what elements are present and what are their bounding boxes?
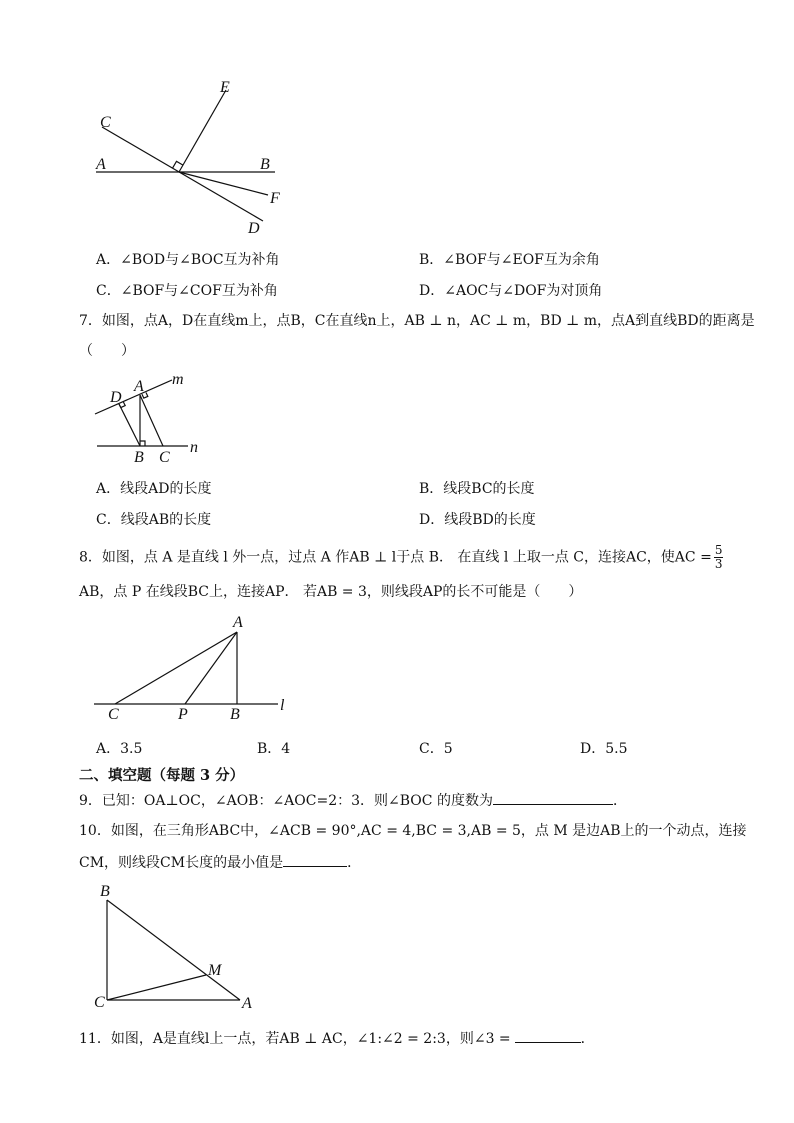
label-b: B <box>100 883 110 900</box>
q6-option-a[interactable]: A．∠BOD与∠BOC互为补角 <box>96 252 280 268</box>
label-a: A <box>233 614 243 631</box>
label-c: C <box>159 449 170 466</box>
q8-fraction <box>714 544 724 571</box>
q6-option-b[interactable]: B．∠BOF与∠EOF互为余角 <box>419 252 600 268</box>
q7-option-c[interactable]: C．线段AB的长度 <box>96 512 212 528</box>
label-d: D <box>248 220 260 237</box>
q10-stem-line1: 10．如图，在三角形ABC中，∠ACB = 90°,AC = 4,BC = 3,AB = 5，点 M 是边AB上的一个动点，连接 <box>79 823 747 839</box>
label-c: C <box>100 114 111 131</box>
label-b: B <box>230 706 240 723</box>
q11-answer-blank[interactable] <box>515 1028 581 1043</box>
q8-frac-den: 3 <box>714 557 723 571</box>
ray-oe <box>179 90 226 172</box>
q11-stem <box>79 1028 595 1049</box>
q7-stem-line1: 7．如图，点A，D在直线m上，点B，C在直线n上，AB ⊥ n，AC ⊥ m，BD ⊥ m，点A到直线BD的距离是 <box>79 313 755 329</box>
label-d: D <box>110 389 122 406</box>
label-n: n <box>190 439 198 456</box>
q10-figure <box>88 880 268 1015</box>
label-a: A <box>134 378 144 395</box>
q10-answer-blank[interactable] <box>283 852 347 867</box>
segment-bd <box>119 404 140 446</box>
q7-option-d[interactable]: D．线段BD的长度 <box>419 512 536 528</box>
right-angle-b <box>140 441 145 446</box>
q9-stem <box>79 790 627 811</box>
segment-cm <box>107 975 206 1000</box>
label-c: C <box>108 706 119 723</box>
q8-frac-num: 5 <box>714 543 723 557</box>
label-c: C <box>94 994 105 1011</box>
label-a: A <box>242 995 252 1012</box>
q7-figure <box>90 372 220 468</box>
q7-stem-line2: （ ） <box>79 343 135 359</box>
q9-text: 9．已知：OA⊥OC，∠AOB：∠AOC=2：3．则∠BOC 的度数为 <box>79 793 493 809</box>
label-m: M <box>208 962 222 979</box>
q6-option-c[interactable]: C．∠BOF与∠COF互为补角 <box>96 283 278 299</box>
segment-ac <box>140 395 163 446</box>
q8-option-c[interactable]: C．5 <box>419 741 453 757</box>
q8-option-d[interactable]: D．5.5 <box>580 741 628 757</box>
line-cd <box>102 127 263 221</box>
label-p: P <box>178 706 188 723</box>
segment-ab <box>107 900 240 1000</box>
q7-option-a[interactable]: A．线段AD的长度 <box>96 481 212 497</box>
label-a: A <box>96 156 106 173</box>
segment-ac <box>115 632 237 704</box>
q10-end: ． <box>347 855 362 871</box>
ray-of <box>179 172 268 195</box>
label-e: E <box>220 79 230 96</box>
q11-text: 11．如图，A是直线l上一点，若AB ⊥ AC，∠1:∠2 = 2:3，则∠3 = <box>79 1031 511 1047</box>
q8-option-b[interactable]: B．4 <box>257 741 291 757</box>
q7-option-b[interactable]: B．线段BC的长度 <box>419 481 535 497</box>
q8-stem-line2: AB，点 P 在线段BC上，连接AP． 若AB = 3，则线段AP的长不可能是（ ） <box>79 584 583 600</box>
label-b: B <box>260 156 270 173</box>
q9-end: ． <box>612 793 627 809</box>
label-f: F <box>270 190 280 207</box>
label-m: m <box>172 371 184 388</box>
q6-figure <box>90 75 300 240</box>
q8-stem-text: 8．如图，点 A 是直线 l 外一点，过点 A 作AB ⊥ l于点 B． 在直线 l 上取一点 C，连接AC，使AC = <box>79 549 712 566</box>
label-b: B <box>134 449 144 466</box>
q11-end: ． <box>580 1031 595 1047</box>
q8-option-a[interactable]: A．3.5 <box>96 741 143 757</box>
q10-text: CM，则线段CM长度的最小值是 <box>79 855 284 871</box>
q8-stem-line1 <box>79 544 725 571</box>
segment-ap <box>185 632 237 704</box>
section2-title: 二、填空题（每题 3 分） <box>79 767 245 784</box>
q9-answer-blank[interactable] <box>493 790 613 805</box>
label-l: l <box>280 697 285 714</box>
q8-figure <box>88 612 298 724</box>
q10-stem-line2 <box>79 852 361 873</box>
q6-option-d[interactable]: D．∠AOC与∠DOF为对顶角 <box>419 283 603 299</box>
